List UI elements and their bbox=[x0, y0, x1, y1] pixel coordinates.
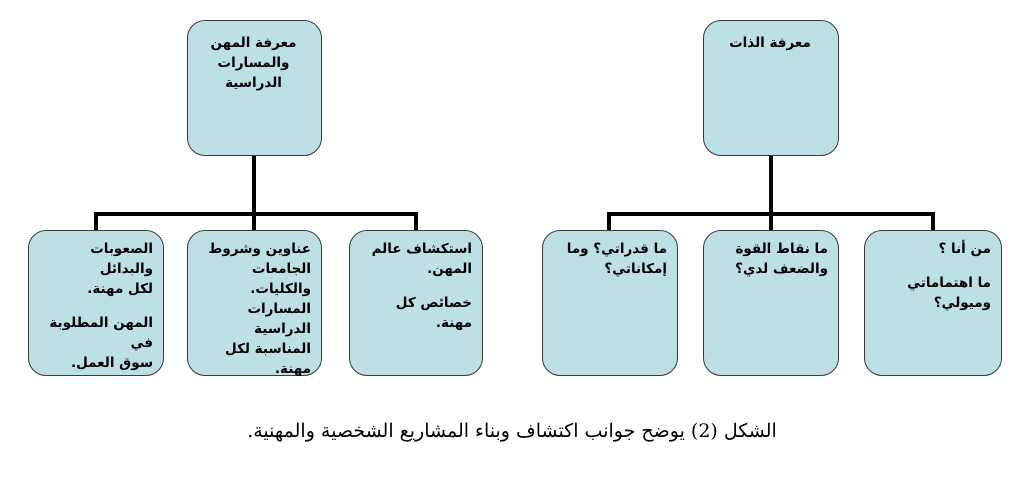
left-root-line-1: معرفة المهن bbox=[210, 35, 297, 51]
right-child-1-box bbox=[542, 230, 678, 376]
left-child-1-line-4: سوق العمل. bbox=[70, 355, 153, 371]
left-child-2-box bbox=[187, 230, 322, 376]
right-child-3-box bbox=[864, 230, 1002, 376]
right-child-3-line-1: من أنا ؟ bbox=[938, 241, 991, 257]
right-child-1-line-2: إمكاناتي؟ bbox=[604, 261, 667, 277]
right-root-box bbox=[703, 20, 839, 156]
left-child-1-line-2: لكل مهنة. bbox=[87, 281, 153, 297]
left-child-1-line-3: المهن المطلوبة في bbox=[49, 315, 153, 351]
left-root-line-2: والمسارات bbox=[217, 55, 290, 71]
left-child-3-box bbox=[349, 230, 483, 376]
left-child-2-line-5: مهنة. bbox=[274, 361, 311, 377]
right-child-1-line-1: ما قدراتي؟ وما bbox=[566, 241, 667, 257]
left-child-2-line-3: المسارات الدراسية bbox=[247, 301, 311, 337]
right-child-2-line-1: ما نقاط القوة bbox=[735, 241, 828, 257]
left-child-2-line-2: الجامعات والكليات. bbox=[250, 261, 311, 297]
right-child-2-box bbox=[703, 230, 839, 376]
left-child-3-line-3: خصائص كل مهنة. bbox=[395, 295, 472, 331]
figure-caption: الشكل (2) يوضح جوانب اكتشاف وبناء المشاريع الشخصية والمهنية. bbox=[247, 420, 777, 442]
right-root-line-1: معرفة الذات bbox=[729, 35, 811, 51]
left-child-3-line-1: استكشاف عالم bbox=[371, 241, 472, 257]
right-child-2-line-2: والضعف لدي؟ bbox=[735, 261, 828, 277]
left-child-3-line-2: المهن. bbox=[427, 261, 472, 277]
left-child-2-line-1: عناوين وشروط bbox=[208, 241, 311, 257]
left-root-box bbox=[187, 20, 322, 156]
left-child-1-box bbox=[28, 230, 164, 376]
left-child-1-line-1: الصعوبات والبدائل bbox=[90, 241, 153, 277]
right-child-3-line-2: ما اهتماماتي bbox=[907, 275, 991, 291]
left-child-2-line-4: المناسبة لكل bbox=[225, 341, 311, 357]
left-root-line-3: الدراسية bbox=[225, 75, 282, 91]
right-child-3-line-3: وميولي؟ bbox=[933, 295, 991, 311]
